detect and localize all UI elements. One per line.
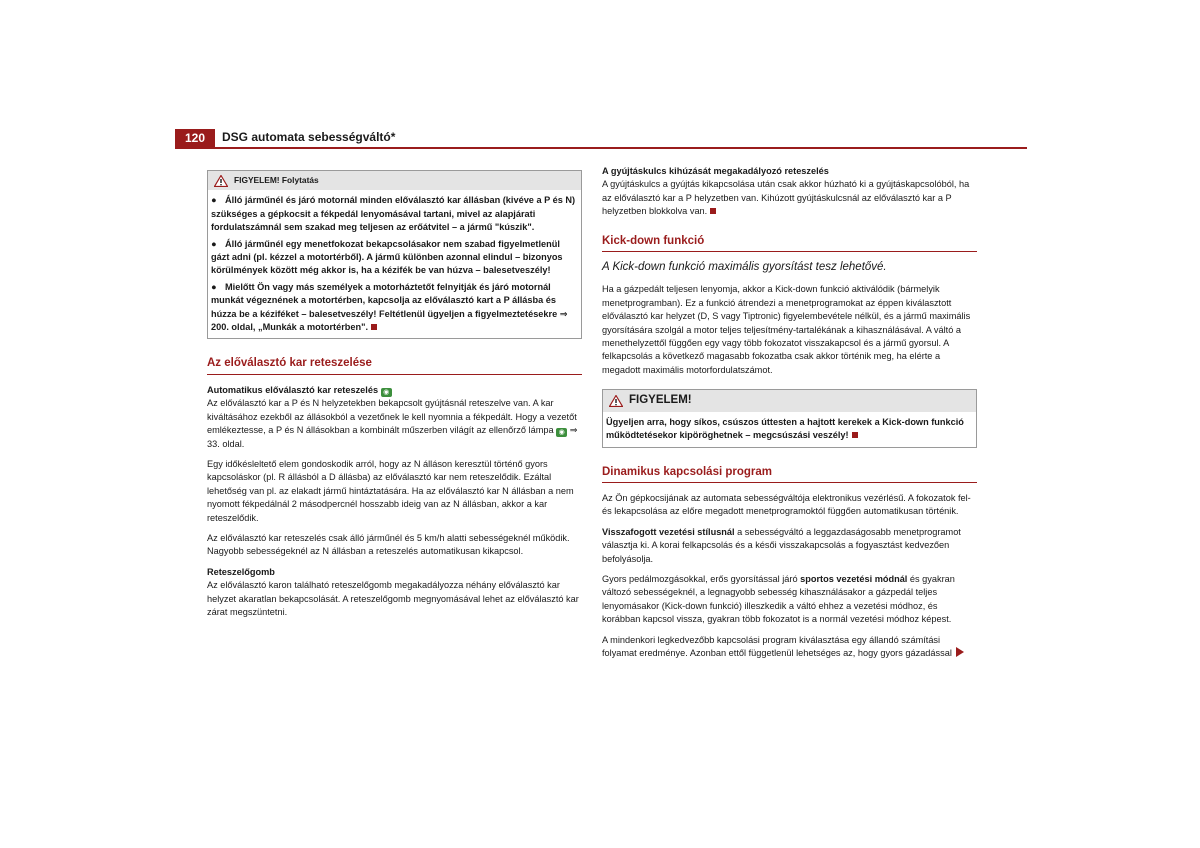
- left-column: [207, 170, 582, 626]
- dynamic-para-2: [602, 526, 977, 566]
- engine-bay-reference-link[interactable]: ⇒ 200. oldal, „Munkák a motortérben".: [211, 308, 568, 333]
- dynamic-para-4: [602, 634, 977, 661]
- bullet-icon: ●: [211, 195, 217, 206]
- subheading-auto-lock-text: Automatikus előválasztó kar reteszelés: [207, 384, 379, 395]
- warning-triangle-icon: [214, 175, 228, 187]
- section-heading-lever-lock: Az előválasztó kar reteszelése: [207, 357, 582, 374]
- warning-bullet-1-text: Álló járműnél és járó motornál minden előválasztó kar állásban (kivéve a P és N) szükséges a gépkocsit a fékpedál lenyomásával tartani, mivel az alapjárati fordulatszámnál sem szakad meg teljesen az erőátvitel – a jármű "kúszik".: [211, 195, 576, 233]
- end-of-section-mark-icon: [371, 324, 377, 330]
- bullet-icon: ●: [211, 238, 217, 249]
- section-heading-kickdown: Kick-down funkció: [602, 235, 977, 252]
- end-of-section-mark-icon: [710, 208, 716, 214]
- header-rule: [175, 147, 1027, 149]
- kickdown-para: Ha a gázpedált teljesen lenyomja, akkor a Kick-down funkció aktiválódik (bármelyik menetprogramban). Ez a funkció átrendezi a menetprogramokat az éppen kiválasztott előválasztó kar helyzet (D, S vagy Tiptronic) figyelembevétele nélkül, és a jármű maximális gyorsítására szolgál a motor teljes teljesítmény-tartalékának a kihasználásával. A váltó a menethelyzettől függően egy vagy több fokozatot visszakapcsol és a jármű gyorsul. A felkapcsolás a következő magasabb fokozatba csak akkor történik meg, ha elérte a megadott maximális motorfordulatszámot.: [602, 284, 971, 375]
- subheading-auto-lock: [207, 384, 582, 397]
- dynamic-para-1: Az Ön gépkocsijának az automata sebességváltója elektronikus vezérlésű. A fokozatok fel- és lekapcsolása az előre megadott menetprogramoktól függően automatikusan történik.: [602, 492, 971, 517]
- kickdown-warning-header: [603, 390, 976, 411]
- ignition-lock-para-text: A gyújtáskulcs a gyújtás kikapcsolása után csak akkor húzható ki a gyújtáskapcsolóból, ha az előválasztó kar a P helyzetben van. Kihúzott gyújtáskulcsnál az előválasztó kar a P helyzetben blokkolva van.: [602, 179, 970, 217]
- dynamic-para-3: [602, 573, 977, 627]
- kickdown-intro: A Kick-down funkció maximális gyorsítást tesz lehetővé.: [602, 261, 887, 274]
- warning-lamp-icon: ◉: [556, 428, 567, 437]
- lever-lock-para-1-text: Az előválasztó kar a P és N helyzetekben bekapcsolt gyújtásnál reteszelve van. A kar kiváltásához ezekből az állásokból a vezetőnek le kell nyomnia a fékpedált. Hogy a vezetőt emlékeztesse, a P és N állásokban a kombinált műszerben világít az ellenőrző lámpa: [207, 398, 577, 436]
- lock-button-para: Az előválasztó karon található reteszelőgomb megakadályozza néhány előválasztó kar helyzet akaratlan bekapcsolását. A reteszelőgomb megnyomásával lehet az előválasztó kar zárat megszüntetni.: [207, 580, 579, 617]
- warning-bullet-2-text: Álló járműnél egy menetfokozat bekapcsolásakor nem szabad figyelmetlenül gázt adni (pl. kézzel a motortérből). A jármű különben azonnal elindul – bizonyos körülmények között még akkor is, ha a kézifék be van húzva – balesetveszély!: [211, 238, 563, 276]
- end-of-section-mark-icon: [852, 432, 858, 438]
- dynamic-para-2-bold: Visszafogott vezetési stílusnál: [602, 526, 735, 537]
- warning-bullet-3-text: Mielőtt Ön vagy más személyek a motorháztetőt felnyitják és járó motornál munkát végeznének a motortérben, kapcsolja az előválasztó kart a P állásba és húzza be a kéziféket – balesetveszély! Feltétlenül ügyeljen a figyelmeztetésekre: [211, 281, 558, 319]
- warning-bullet-3: [211, 281, 578, 335]
- dynamic-para-4-text: A mindenkori legkedvezőbb kapcsolási program kiválasztása egy állandó számítási folyamat eredménye. Azonban ettől függetlenül lehetséges az, hogy gyors gázadással: [602, 634, 952, 658]
- kickdown-warning-text: Ügyeljen arra, hogy síkos, csúszos úttesten a hajtott kerekek a Kick-down funkció működtetésekor kipöröghetnek – megcsúszási veszély!: [606, 416, 964, 441]
- page-33-reference-link[interactable]: ⇒ 33. oldal.: [207, 425, 578, 449]
- ignition-lock-para: [602, 178, 977, 218]
- lever-lock-para-3: Az előválasztó kar reteszelés csak álló járműnél és 5 km/h alatti sebességeknél működik. Nagyobb sebességeknél az N állásban a reteszelés automatikusan kikapcsol.: [207, 532, 570, 557]
- section-heading-dynamic-program: Dinamikus kapcsolási program: [602, 466, 977, 483]
- warning-continued-body: [208, 190, 581, 338]
- dynamic-para-3-a: Gyors pedálmozgásokkal, erős gyorsítással járó: [602, 573, 801, 584]
- kickdown-warning-label: FIGYELEM!: [629, 394, 692, 407]
- warning-continued-label: FIGYELEM! Folytatás: [234, 175, 319, 185]
- dynamic-para-3-c: és gyakran változó sebességeknél, a legnagyobb sebesség kihasználásakor a gázpedál teljes lenyomásakor (Kick-down funkció) illeszkedik a váltó ehhez a vezetési módhoz, és korábban kapcsol vissza, gyakran több fokozatot is a normál vezetési módhoz képest.: [602, 573, 955, 625]
- subheading-ignition-lock: A gyújtáskulcs kihúzását megakadályozó reteszelés: [602, 166, 829, 176]
- warning-continued-header: [208, 171, 581, 190]
- kickdown-warning-body: [603, 412, 976, 447]
- right-column: [602, 165, 977, 667]
- bullet-icon: ●: [211, 281, 217, 292]
- page-number: 120: [175, 129, 215, 148]
- warning-lamp-icon: ◉: [381, 388, 392, 397]
- lever-lock-para-2: Egy időkésleltető elem gondoskodik arról, hogy az N álláson keresztül történő gyors kapcsoláskor (pl. R állásból a D állásba) az előválasztó kar nem reteszelődik. Ezáltal lehetőség van pl. az elakadt jármű hintáztatására. Ha az előválasztó kar N állásban a nem nyomott fékpedálnál 2 másodpercnél hosszabb ideig van az N állásban, akkor a kar reteszelődik.: [207, 458, 574, 523]
- lever-lock-para-1: [207, 397, 582, 451]
- kickdown-warning-box: [602, 389, 977, 447]
- dynamic-para-3-bold: sportos vezetési módnál: [800, 573, 908, 584]
- warning-bullet-1: [211, 194, 578, 234]
- running-title: DSG automata sebességváltó*: [222, 130, 396, 144]
- warning-continued-box: [207, 170, 582, 339]
- continue-next-page-icon: [956, 647, 964, 657]
- dynamic-para-2-text: a sebességváltó a leggazdaságosabb menetprogramot választja ki. A korai felkapcsolás és a késői visszakapcsolás a fogyasztást kedvezően befolyásolja.: [602, 526, 961, 564]
- warning-bullet-2: [211, 238, 578, 278]
- subheading-lock-button: Reteszelőgomb: [207, 566, 275, 577]
- warning-triangle-icon: [609, 395, 623, 407]
